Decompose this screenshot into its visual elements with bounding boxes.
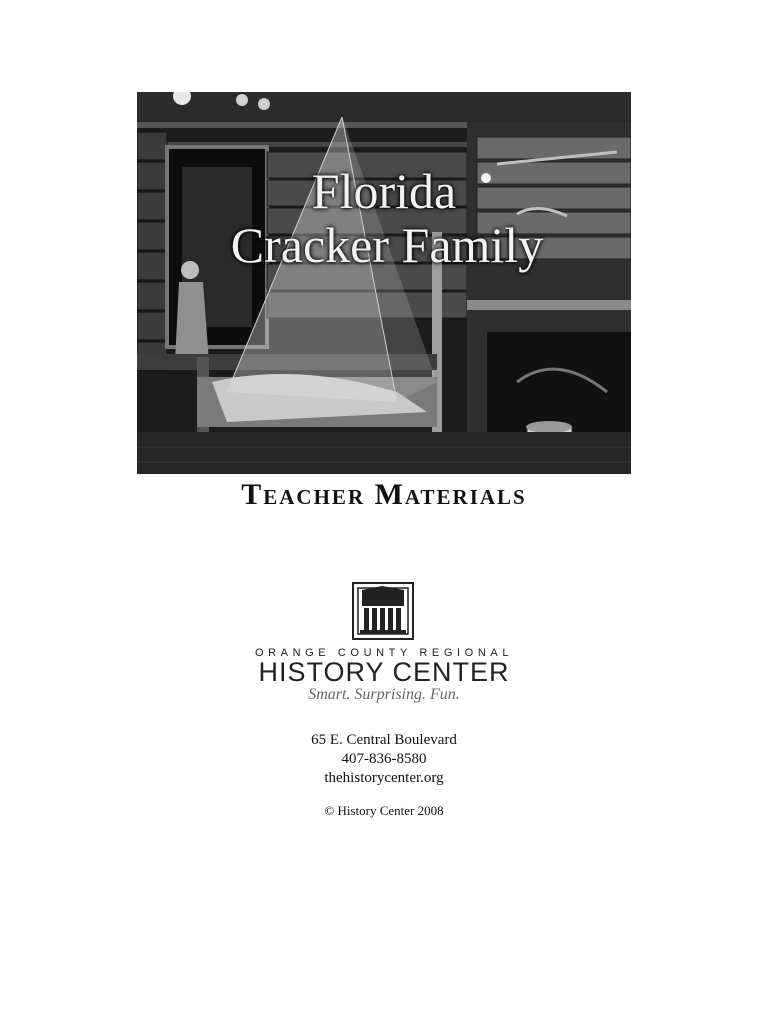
cover-title-line2: Cracker Family [230,217,544,273]
cabin-interior-image [137,92,631,474]
building-icon [352,582,414,640]
organization-name-line2: HISTORY CENTER [258,657,510,687]
document-subtitle: Teacher Materials [241,478,527,511]
copyright-notice: © History Center 2008 [324,803,444,818]
cover-title-line1: Florida [311,163,457,219]
organization-tagline: Smart. Surprising. Fun. [308,686,460,703]
phone-number: 407-836-8580 [341,751,427,767]
website-link[interactable]: thehistorycenter.org [324,770,444,786]
cover-photo [137,92,631,474]
contact-block [0,731,768,788]
address: 65 E. Central Boulevard [311,732,457,748]
cover-title [137,164,631,272]
organization-name-line1: ORANGE COUNTY REGIONAL [254,647,514,659]
